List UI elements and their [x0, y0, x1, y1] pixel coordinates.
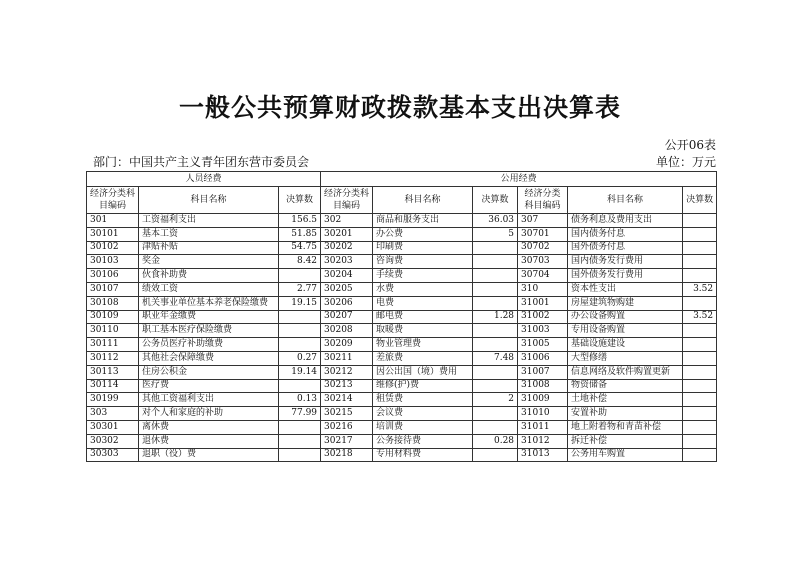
header-amount: 决算数 — [683, 187, 717, 214]
name-cell: 基本工资 — [139, 227, 279, 241]
name-cell: 水费 — [373, 282, 473, 296]
table-row — [87, 351, 717, 365]
code-cell: 31006 — [518, 351, 568, 365]
code-cell: 30214 — [321, 393, 373, 407]
code-cell: 30704 — [518, 269, 568, 283]
expenditure-table — [86, 171, 717, 462]
amount-cell: 0.13 — [279, 393, 321, 407]
amount-cell — [279, 448, 321, 462]
amount-cell: 5 — [473, 227, 518, 241]
table-row — [87, 379, 717, 393]
table-row — [87, 310, 717, 324]
name-cell: 公务员医疗补助缴费 — [139, 338, 279, 352]
amount-cell — [279, 420, 321, 434]
name-cell: 工资福利支出 — [139, 214, 279, 228]
name-cell: 房屋建筑物购建 — [568, 296, 683, 310]
code-cell: 31013 — [518, 448, 568, 462]
amount-cell — [279, 324, 321, 338]
amount-cell — [473, 282, 518, 296]
code-cell: 31009 — [518, 393, 568, 407]
amount-cell: 54.75 — [279, 241, 321, 255]
code-cell: 31003 — [518, 324, 568, 338]
amount-cell — [683, 393, 717, 407]
amount-cell: 1.28 — [473, 310, 518, 324]
name-cell: 租赁费 — [373, 393, 473, 407]
code-cell: 30207 — [321, 310, 373, 324]
amount-cell — [279, 269, 321, 283]
amount-cell — [473, 241, 518, 255]
table-row — [87, 282, 717, 296]
table-row — [87, 393, 717, 407]
code-cell: 307 — [518, 214, 568, 228]
code-cell: 31011 — [518, 420, 568, 434]
name-cell: 职工基本医疗保险缴费 — [139, 324, 279, 338]
table-row — [87, 214, 717, 228]
name-cell: 会议费 — [373, 407, 473, 421]
header-name: 科目名称 — [139, 187, 279, 214]
code-cell: 30215 — [321, 407, 373, 421]
code-cell: 30203 — [321, 255, 373, 269]
name-cell: 差旅费 — [373, 351, 473, 365]
header-personnel: 人员经费 — [87, 172, 321, 187]
amount-cell — [683, 324, 717, 338]
amount-cell — [683, 434, 717, 448]
header-amount: 决算数 — [473, 187, 518, 214]
code-cell: 30108 — [87, 296, 139, 310]
name-cell: 取暖费 — [373, 324, 473, 338]
table-row — [87, 420, 717, 434]
table-row — [87, 365, 717, 379]
name-cell: 信息网络及软件购置更新 — [568, 365, 683, 379]
header-amount: 决算数 — [279, 187, 321, 214]
amount-cell: 51.85 — [279, 227, 321, 241]
name-cell: 退职（役）费 — [139, 448, 279, 462]
code-cell: 31002 — [518, 310, 568, 324]
name-cell: 伙食补助费 — [139, 269, 279, 283]
amount-cell — [279, 338, 321, 352]
name-cell: 国外债务付息 — [568, 241, 683, 255]
amount-cell — [279, 434, 321, 448]
amount-cell — [683, 214, 717, 228]
amount-cell: 0.27 — [279, 351, 321, 365]
amount-cell — [683, 227, 717, 241]
name-cell: 地上附着物和青苗补偿 — [568, 420, 683, 434]
name-cell: 维修(护)费 — [373, 379, 473, 393]
header-public: 公用经费 — [321, 172, 717, 187]
code-cell: 30201 — [321, 227, 373, 241]
amount-cell — [683, 448, 717, 462]
name-cell: 奖金 — [139, 255, 279, 269]
code-cell: 30211 — [321, 351, 373, 365]
table-row — [87, 269, 717, 283]
page-title: 一般公共预算财政拨款基本支出决算表 — [178, 93, 621, 122]
code-cell: 301 — [87, 214, 139, 228]
amount-cell: 8.42 — [279, 255, 321, 269]
code-cell: 30701 — [518, 227, 568, 241]
name-cell: 大型修缮 — [568, 351, 683, 365]
name-cell: 医疗费 — [139, 379, 279, 393]
name-cell: 物资储备 — [568, 379, 683, 393]
amount-cell — [473, 296, 518, 310]
amount-cell — [473, 324, 518, 338]
table-row — [87, 338, 717, 352]
name-cell: 手续费 — [373, 269, 473, 283]
table-row — [87, 241, 717, 255]
amount-cell — [473, 407, 518, 421]
amount-cell — [473, 420, 518, 434]
code-cell: 30101 — [87, 227, 139, 241]
name-cell: 专用材料费 — [373, 448, 473, 462]
code-cell: 31005 — [518, 338, 568, 352]
name-cell: 津贴补贴 — [139, 241, 279, 255]
name-cell: 绩效工资 — [139, 282, 279, 296]
amount-cell: 3.52 — [683, 310, 717, 324]
code-cell: 30303 — [87, 448, 139, 462]
code-cell: 30302 — [87, 434, 139, 448]
code-cell: 31012 — [518, 434, 568, 448]
amount-cell — [683, 351, 717, 365]
amount-cell — [473, 379, 518, 393]
name-cell: 住房公积金 — [139, 365, 279, 379]
code-cell: 31010 — [518, 407, 568, 421]
name-cell: 其他社会保障缴费 — [139, 351, 279, 365]
code-cell: 30208 — [321, 324, 373, 338]
name-cell: 邮电费 — [373, 310, 473, 324]
amount-cell — [279, 379, 321, 393]
amount-cell — [473, 269, 518, 283]
amount-cell — [473, 255, 518, 269]
code-cell: 30209 — [321, 338, 373, 352]
table-row — [87, 407, 717, 421]
name-cell: 印刷费 — [373, 241, 473, 255]
name-cell: 公务用车购置 — [568, 448, 683, 462]
code-cell: 30204 — [321, 269, 373, 283]
amount-cell: 36.03 — [473, 214, 518, 228]
amount-cell: 156.5 — [279, 214, 321, 228]
name-cell: 国内债务发行费用 — [568, 255, 683, 269]
unit-label: 单位：万元 — [655, 155, 716, 169]
code-cell: 30217 — [321, 434, 373, 448]
amount-cell: 2 — [473, 393, 518, 407]
amount-cell — [683, 338, 717, 352]
name-cell: 电费 — [373, 296, 473, 310]
code-cell: 30301 — [87, 420, 139, 434]
name-cell: 国外债务发行费用 — [568, 269, 683, 283]
name-cell: 培训费 — [373, 420, 473, 434]
code-cell: 30205 — [321, 282, 373, 296]
code-cell: 30212 — [321, 365, 373, 379]
code-cell: 30216 — [321, 420, 373, 434]
code-cell: 30202 — [321, 241, 373, 255]
code-cell: 30114 — [87, 379, 139, 393]
table-row — [87, 324, 717, 338]
name-cell: 办公设备购置 — [568, 310, 683, 324]
name-cell: 机关事业单位基本养老保险缴费 — [139, 296, 279, 310]
amount-cell — [473, 338, 518, 352]
code-cell: 30107 — [87, 282, 139, 296]
department-label: 部门：中国共产主义青年团东营市委员会 — [93, 155, 310, 169]
name-cell: 公务接待费 — [373, 434, 473, 448]
amount-cell: 0.28 — [473, 434, 518, 448]
header-row-group — [87, 172, 717, 187]
header-code: 经济分类科目编码 — [518, 187, 568, 214]
code-cell: 30206 — [321, 296, 373, 310]
code-cell: 302 — [321, 214, 373, 228]
amount-cell — [683, 379, 717, 393]
code-cell: 30703 — [518, 255, 568, 269]
amount-cell: 7.48 — [473, 351, 518, 365]
name-cell: 拆迁补偿 — [568, 434, 683, 448]
code-cell: 30218 — [321, 448, 373, 462]
name-cell: 办公费 — [373, 227, 473, 241]
name-cell: 安置补助 — [568, 407, 683, 421]
amount-cell — [473, 448, 518, 462]
header-name: 科目名称 — [373, 187, 473, 214]
amount-cell: 77.99 — [279, 407, 321, 421]
amount-cell — [279, 310, 321, 324]
header-code: 经济分类科目编码 — [87, 187, 139, 214]
table-row — [87, 296, 717, 310]
name-cell: 因公出国（境）费用 — [373, 365, 473, 379]
amount-cell — [683, 420, 717, 434]
name-cell: 国内债务付息 — [568, 227, 683, 241]
code-cell: 30102 — [87, 241, 139, 255]
code-cell: 30702 — [518, 241, 568, 255]
code-cell: 310 — [518, 282, 568, 296]
table-row — [87, 448, 717, 462]
code-cell: 30106 — [87, 269, 139, 283]
amount-cell: 3.52 — [683, 282, 717, 296]
header-row-columns — [87, 187, 717, 214]
name-cell: 其他工资福利支出 — [139, 393, 279, 407]
name-cell: 债务利息及费用支出 — [568, 214, 683, 228]
code-cell: 30111 — [87, 338, 139, 352]
code-cell: 31001 — [518, 296, 568, 310]
amount-cell — [683, 407, 717, 421]
name-cell: 离休费 — [139, 420, 279, 434]
form-number: 公开06表 — [664, 138, 716, 152]
name-cell: 专用设备购置 — [568, 324, 683, 338]
code-cell: 30112 — [87, 351, 139, 365]
table-row — [87, 227, 717, 241]
amount-cell — [683, 241, 717, 255]
name-cell: 土地补偿 — [568, 393, 683, 407]
code-cell: 30113 — [87, 365, 139, 379]
name-cell: 基础设施建设 — [568, 338, 683, 352]
amount-cell: 19.15 — [279, 296, 321, 310]
amount-cell: 19.14 — [279, 365, 321, 379]
amount-cell — [683, 255, 717, 269]
header-code: 经济分类科目编码 — [321, 187, 373, 214]
code-cell: 31008 — [518, 379, 568, 393]
amount-cell — [683, 365, 717, 379]
code-cell: 31007 — [518, 365, 568, 379]
amount-cell — [683, 296, 717, 310]
code-cell: 30199 — [87, 393, 139, 407]
name-cell: 退休费 — [139, 434, 279, 448]
amount-cell — [473, 365, 518, 379]
name-cell: 职业年金缴费 — [139, 310, 279, 324]
table-row — [87, 434, 717, 448]
header-name: 科目名称 — [568, 187, 683, 214]
code-cell: 303 — [87, 407, 139, 421]
code-cell: 30103 — [87, 255, 139, 269]
name-cell: 商品和服务支出 — [373, 214, 473, 228]
table-row — [87, 255, 717, 269]
name-cell: 咨询费 — [373, 255, 473, 269]
amount-cell: 2.77 — [279, 282, 321, 296]
code-cell: 30110 — [87, 324, 139, 338]
name-cell: 物业管理费 — [373, 338, 473, 352]
code-cell: 30109 — [87, 310, 139, 324]
name-cell: 资本性支出 — [568, 282, 683, 296]
code-cell: 30213 — [321, 379, 373, 393]
amount-cell — [683, 269, 717, 283]
name-cell: 对个人和家庭的补助 — [139, 407, 279, 421]
